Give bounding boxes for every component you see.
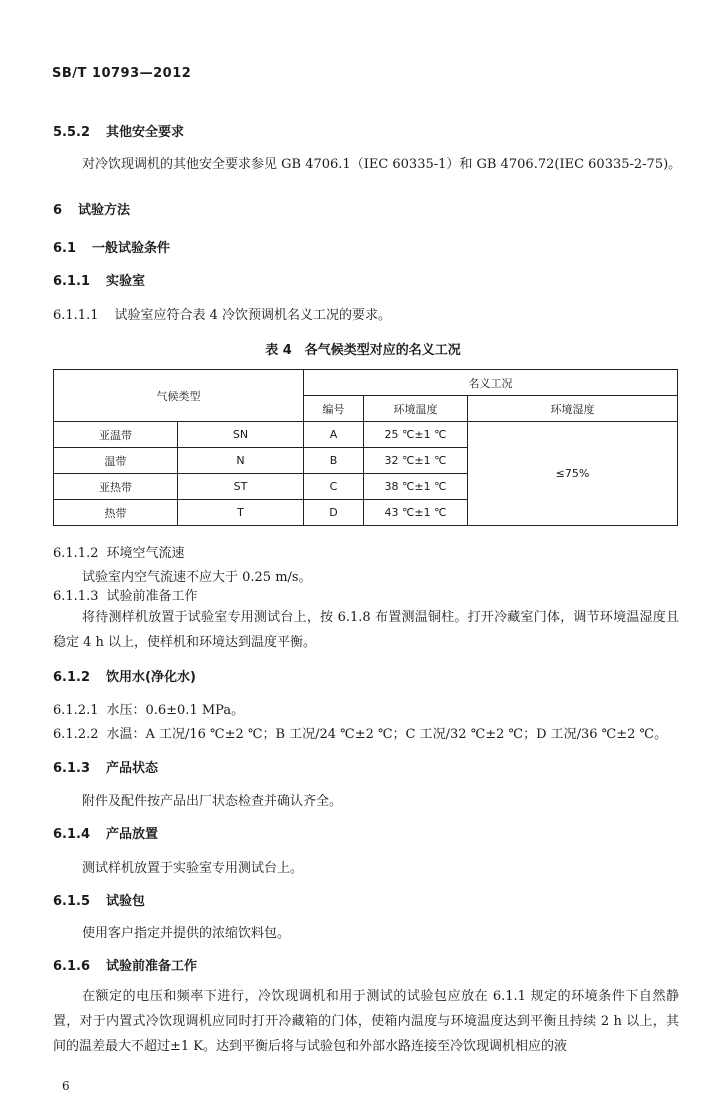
section-number: 6.1.2.2: [53, 727, 99, 742]
section-title: 试验包: [106, 894, 146, 909]
section-title: 产品放置: [106, 827, 159, 842]
section-number: 6.1.2.1: [53, 703, 99, 718]
ambient-humidity-value: ≤75%: [468, 422, 678, 526]
section-number: 6.1.3: [53, 761, 91, 776]
section-text: 水压：0.6±0.1 MPa。: [106, 703, 245, 718]
condition-code: B: [304, 448, 364, 474]
section-title: 饮用水(净化水): [106, 670, 196, 685]
section-6-1-6-text: 在额定的电压和频率下进行，冷饮现调机和用于测试的试验包应放在 6.1.1 规定的环境条件下自然静置，对于内置式冷饮现调机应同时打开冷藏箱的门体，使箱内温度与环境温度达到平衡且持续 2 h 以上，其间的温差最大不超过±1 K。达到平衡后将与试验包和外部水路连接至冷饮现调机相应的液: [53, 989, 679, 1054]
section-number: 6.1.5: [53, 894, 91, 909]
section-6-1-1-2-text: 试验室内空气流速不应大于 0.25 m/s。: [82, 570, 312, 585]
section-title: 试验前准备工作: [106, 589, 198, 604]
section-number: 6.1.1.1: [53, 308, 99, 323]
section-6-1-heading: [53, 237, 170, 256]
section-title: 实验室: [106, 274, 146, 289]
header-climate-type: 气候类型: [54, 370, 304, 422]
header-code: 编号: [304, 396, 364, 422]
section-title: 产品状态: [106, 761, 159, 776]
section-5-5-2-heading: [53, 121, 184, 140]
section-title: 试验前准备工作: [106, 959, 198, 974]
section-6-1-4-text: 测试样机放置于实验室专用测试台上。: [82, 861, 304, 876]
page-number: 6: [62, 1079, 70, 1093]
section-6-1-5-text: 使用客户指定并提供的浓缩饮料包。: [82, 926, 291, 941]
section-6-1-2-2: [53, 723, 667, 742]
climate-class: ST: [178, 474, 304, 500]
section-title: 一般试验条件: [92, 241, 171, 256]
section-number: 5.5.2: [53, 125, 91, 140]
section-6-1-6-heading: [53, 955, 197, 974]
header-ambient-temperature: 环境温度: [364, 396, 468, 422]
condition-code: D: [304, 500, 364, 526]
section-number: 6.1.6: [53, 959, 91, 974]
climate-name: 亚热带: [54, 474, 178, 500]
section-6-heading: [53, 199, 130, 218]
section-number: 6.1.2: [53, 670, 91, 685]
section-6-1-1-3-heading: [53, 585, 198, 604]
ambient-temperature: 43 ℃±1 ℃: [364, 500, 468, 526]
section-6-1-1-3-text: 将待测样机放置于试验室专用测试台上，按 6.1.8 布置测温铜柱。打开冷藏室门体，调节环境温湿度且稳定 4 h 以上，使样机和环境达到温度平衡。: [53, 610, 679, 650]
section-number: 6.1: [53, 241, 77, 256]
section-number: 6.1.1.3: [53, 589, 99, 604]
section-title: 试验方法: [78, 203, 131, 218]
section-title: 环境空气流速: [106, 546, 185, 561]
header-ambient-humidity: 环境湿度: [468, 396, 678, 422]
section-6-1-3-text: 附件及配件按产品出厂状态检查并确认齐全。: [82, 794, 343, 809]
section-6-1-2-heading: [53, 666, 196, 685]
section-text: 水温：A 工况/16 ℃±2 ℃；B 工况/24 ℃±2 ℃；C 工况/32 ℃±2 ℃；D 工况/36 ℃±2 ℃。: [106, 727, 668, 742]
table-row: [54, 422, 678, 448]
table-4: [53, 369, 678, 526]
table-4-caption: 表 4 各气候类型对应的名义工况: [265, 343, 461, 358]
ambient-temperature: 38 ℃±1 ℃: [364, 474, 468, 500]
condition-code: C: [304, 474, 364, 500]
ambient-temperature: 32 ℃±1 ℃: [364, 448, 468, 474]
climate-name: 热带: [54, 500, 178, 526]
climate-class: T: [178, 500, 304, 526]
section-6-1-4-heading: [53, 823, 158, 842]
section-number: 6: [53, 203, 63, 218]
section-number: 6.1.1.2: [53, 546, 99, 561]
condition-code: A: [304, 422, 364, 448]
climate-class: N: [178, 448, 304, 474]
section-title: 其他安全要求: [106, 125, 185, 140]
ambient-temperature: 25 ℃±1 ℃: [364, 422, 468, 448]
section-number: 6.1.4: [53, 827, 91, 842]
section-6-1-5-heading: [53, 890, 145, 909]
section-6-1-1-2-heading: [53, 542, 185, 561]
section-6-1-3-heading: [53, 757, 158, 776]
section-5-5-2-text: 对冷饮现调机的其他安全要求参见 GB 4706.1（IEC 60335-1）和 GB 4706.72(IEC 60335-2-75)。: [82, 157, 682, 172]
standard-code: SB/T 10793—2012: [52, 66, 192, 81]
section-text: 试验室应符合表 4 冷饮预调机名义工况的要求。: [114, 308, 392, 323]
header-nominal-condition: 名义工况: [304, 370, 678, 396]
climate-name: 亚温带: [54, 422, 178, 448]
climate-name: 温带: [54, 448, 178, 474]
section-6-1-2-1: [53, 699, 244, 718]
section-number: 6.1.1: [53, 274, 91, 289]
climate-class: SN: [178, 422, 304, 448]
section-6-1-1-1: [53, 304, 391, 323]
section-6-1-1-heading: [53, 270, 145, 289]
